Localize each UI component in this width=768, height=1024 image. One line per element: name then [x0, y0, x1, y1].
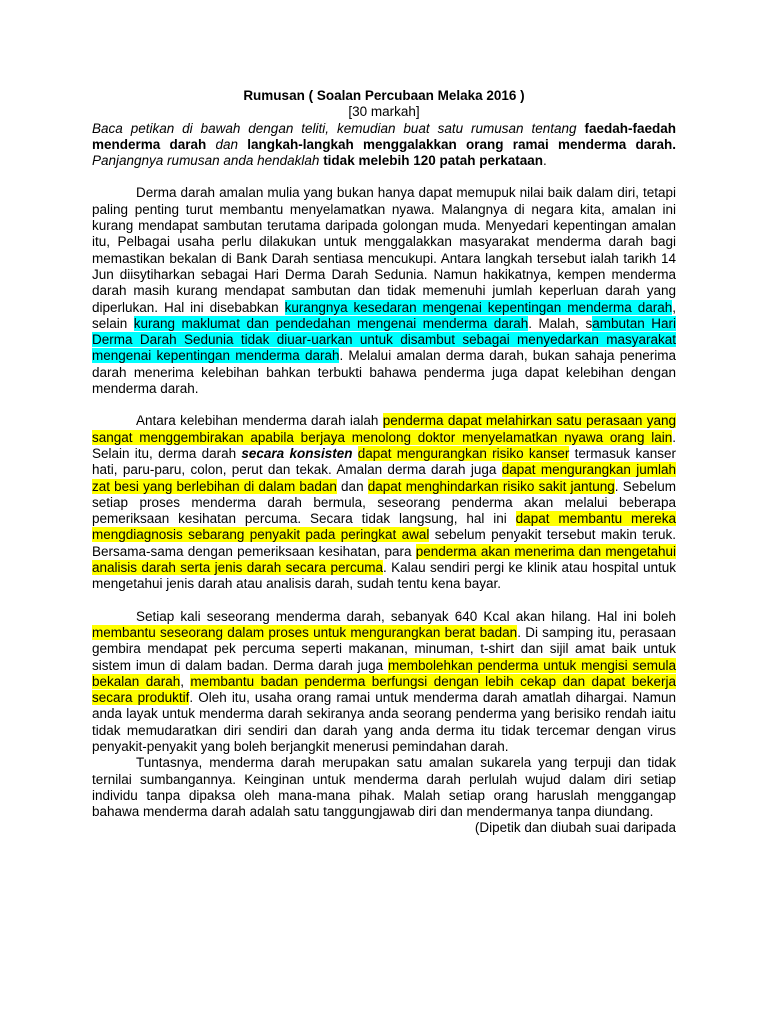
highlight-yellow: membolehkan penderma untuk mengisi semula bekalan darah [92, 657, 676, 689]
text-run: . Malah, s [528, 315, 593, 331]
passage-paragraph-2 [92, 413, 676, 592]
marks-label: [30 markah] [348, 104, 420, 120]
highlight-yellow: dapat mengurangkan jumlah zat besi yang berlebihan di dalam badan [92, 462, 676, 494]
text-run: dan [336, 478, 368, 494]
highlight-yellow: membantu seseorang dalam proses untuk mengurangkan berat badan [92, 624, 518, 640]
text-run: . Melalui amalan derma darah, bukan sahaja penerima darah menerima kelebihan bahkan terbukti bahawa penderma juga dapat kelebihan dengan menderma darah. [92, 348, 676, 397]
highlight-cyan: kurang maklumat dan pendedahan mengenai menderma darah [133, 315, 529, 331]
instruction-paragraph [92, 121, 676, 170]
text-run: sebelum penyakit tersebut makin teruk. Bersama-sama dengan pemeriksaan kesihatan, para [92, 527, 676, 559]
highlight-yellow: penderma dapat melahirkan satu perasaan yang sangat menggembirakan apabila berjaya menolong doktor menyelamatkan nyawa orang lain [92, 413, 676, 445]
text-run: . Di samping itu, perasaan gembira mendapat pek percuma seperti makanan, minuman, t-shirt dan sijil amat baik untuk sistem imun di dalam badan. Derma darah juga [92, 624, 676, 673]
document-page [92, 88, 676, 837]
text-run: . Sebelum setiap proses menderma darah bermula, seseorang penderma akan melalui beberapa pemeriksaan kesihatan percuma. Secara tidak langsung, hal ini [92, 478, 676, 527]
italic-text: Panjangnya rumusan anda hendaklah [92, 153, 324, 169]
bold-text: tidak melebih 120 patah perkataan [323, 153, 544, 169]
text-run: . Oleh itu, usaha orang ramai untuk menderma darah amatlah dihargai. Namun anda layak untuk menderma darah sekiranya anda seorang penderma yang berisiko rendah iaitu tidak memudaratkan diri sendiri dan darah yang anda derma itu tidak tercemar dengan virus penyakit-penyakit yang boleh berjangkit menerusi pemindahan darah. [92, 690, 676, 754]
passage-paragraph-4 [92, 755, 676, 820]
text-run: . Kalau sendiri pergi ke klinik atau hospital untuk mengetahui jenis darah atau analisis darah, sudah tentu kena bayar. [92, 560, 676, 592]
text-run: Antara kelebihan menderma darah ialah [136, 413, 383, 429]
text-run: Tuntasnya, menderma darah merupakan satu amalan sukarela yang terpuji dan tidak ternilai sumbangannya. Keinginan untuk menderma darah perlulah wujud dalam diri setiap individu tanpa dipaksa oleh mana-mana pihak. Malah setiap orang haruslah menggangap bahawa menderma darah adalah satu tanggungjawab diri dan mendermanya tanpa diundang. [92, 755, 676, 820]
highlight-yellow: dapat mengurangkan risiko kanser [357, 445, 570, 461]
highlight-cyan: kurangnya kesedaran mengenai kepentingan menderma darah [284, 299, 673, 315]
passage-paragraph-3 [92, 609, 676, 756]
text-run: . [543, 153, 547, 169]
text-run: . Selain itu, derma darah [92, 429, 676, 461]
highlight-yellow: dapat membantu mereka mengdiagnosis sebarang penyakit pada peringkat awal [92, 511, 676, 543]
source-citation: (Dipetik dan diubah suai daripada [474, 820, 676, 836]
bold-text: langkah-langkah menggalakkan orang ramai menderma darah. [247, 136, 676, 152]
text-run: Derma darah amalan mulia yang bukan hanya dapat memupuk nilai baik dalam diri, tetapi paling penting turut membantu menyelamatkan nyawa. Malangnya di negara kita, amalan ini kurang mendapat sambutan terutama daripada golongan muda. Menyedari kepentingan amalan itu, Pelbagai usaha perlu dilakukan untuk menggalakkan masyarakat menderma darah bagi memastikan bekalan di Bank Darah sentiasa mencukupi. Antara langkah tersebut ialah tarikh 14 Jun diisytiharkan sebagai Hari Derma Darah Sedunia. Namun hakikatnya, kempen menderma darah masih kurang mendapat sambutan dan tidak memenuhi jumlah keperluan darah yang diperlukan. Hal ini disebabkan [92, 185, 676, 315]
bold-text: faedah-faedah menderma darah [92, 120, 676, 152]
highlight-yellow: penderma akan menerima dan mengetahui analisis darah serta jenis darah secara percuma [92, 543, 676, 576]
text-run: termasuk kanser hati, paru-paru, colon, perut dan tekak. Amalan derma darah juga [92, 445, 676, 478]
text-run: , [180, 673, 191, 689]
highlight-yellow: dapat menghindarkan risiko sakit jantung [367, 478, 615, 494]
document-title: Rumusan ( Soalan Percubaan Melaka 2016 ) [243, 88, 525, 103]
text-run: Setiap kali seseorang menderma darah, sebanyak 640 Kcal akan hilang. Hal ini boleh [136, 608, 676, 624]
text-run [352, 446, 357, 461]
italic-text: Baca petikan di bawah dengan teliti, kemudian buat satu rumusan tentang [92, 120, 585, 136]
highlight-yellow: membantu badan penderma berfungsi dengan lebih cekap dan dapat bekerja secara produktif [92, 673, 676, 706]
highlight-cyan: ambutan Hari Derma Darah Sedunia tidak diuar-uarkan untuk disambut sebagai menyedarkan masyarakat mengenai kepentingan menderma darah [92, 315, 676, 364]
bold-italic-text: secara konsisten [241, 445, 353, 461]
italic-text: dan [206, 136, 248, 152]
text-run: , selain [92, 299, 676, 331]
passage-paragraph-1 [92, 185, 676, 397]
